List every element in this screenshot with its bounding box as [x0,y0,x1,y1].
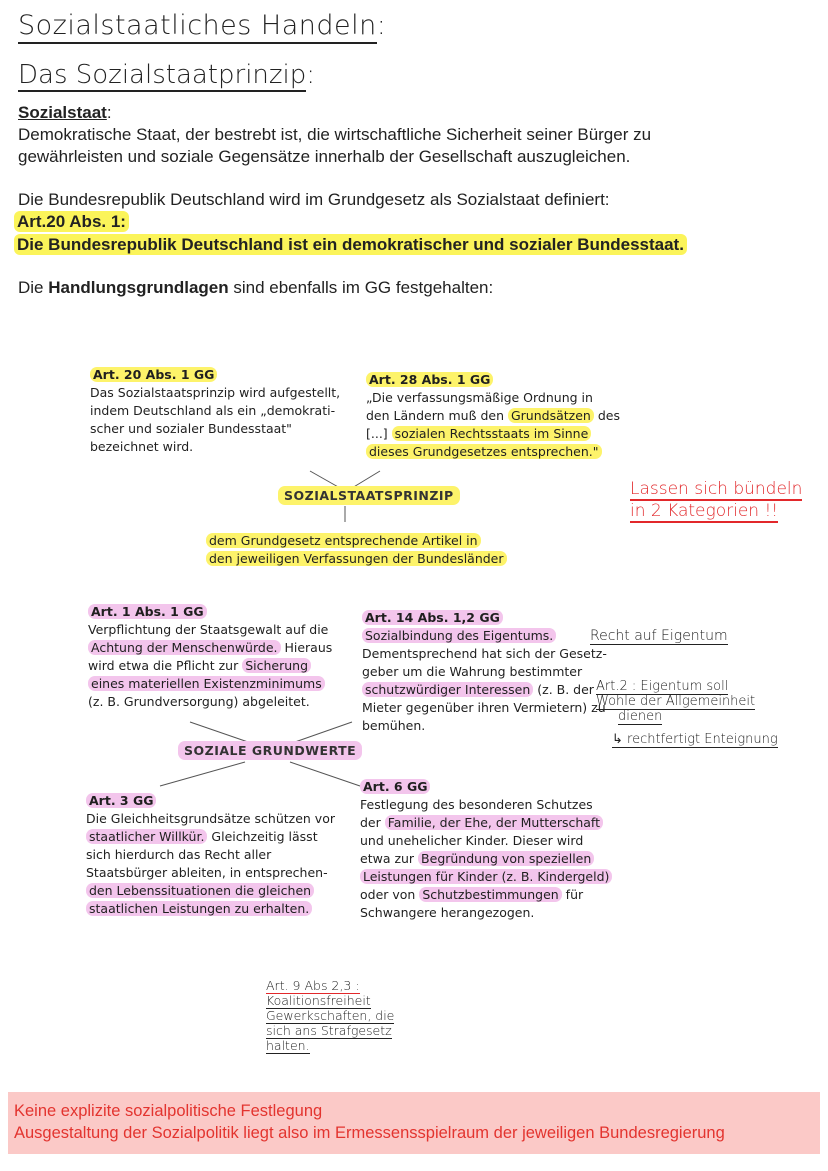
highlight: Leistungen für Kinder (z. B. Kindergeld) [360,869,612,884]
note-art2 [596,679,755,724]
conclusion-line-1: Keine explizite sozialpolitische Festlegung [14,1102,323,1120]
title-text: Sozialstaatliches Handeln [18,10,377,44]
art1-line [88,639,332,657]
art1-line [88,657,332,675]
handlung-post: sind ebenfalls im GG festgehalten: [228,278,494,297]
quote-highlight: Die Bundesrepublik Deutschland ist ein demokratischer und sozialer Bundesstaat. [14,234,687,255]
text-part: oder von [360,887,420,902]
label-text: SOZIALSTAATSPRINZIP [278,486,460,505]
laender-box [206,532,507,568]
text-part: für [561,887,584,902]
subtitle-text: Das Sozialstaatprinzip [18,60,307,90]
note-text: halten. [266,1038,310,1053]
art1-box [88,603,332,711]
art20-box [90,366,340,456]
text-part: des [593,408,620,423]
art3-line: Die Gleichheitsgrundsätze schützen vor [86,811,335,826]
art6-line: Festlegung des besonderen Schutzes [360,797,593,812]
note-text: Recht auf Eigentum [590,628,728,644]
handlung-bold: Handlungsgrundlagen [48,278,229,297]
highlight: Sicherung [242,658,311,673]
art20-head: Art. 20 Abs. 1 GG [90,367,217,382]
highlight: dem Grundgesetz entsprechende Artikel in [206,533,481,548]
conclusion-box [8,1092,820,1154]
art28-line [366,443,620,461]
note-text: Art. 9 Abs 2,3 : [266,978,360,993]
text-part: wird etwa die Pflicht zur [88,658,243,673]
note-text: Koalitionsfreiheit [266,993,371,1008]
art3-line [86,828,335,846]
art20-line: Das Sozialstaatsprinzip wird aufgestellt, [90,385,341,400]
highlight: staatlichen Leistungen zu erhalten. [86,901,312,916]
art6-line [360,850,612,868]
highlight: Familie, der Ehe, der Mutterschaft [385,815,603,830]
highlight: staatlicher Willkür. [86,829,207,844]
art1-line: (z. B. Grundversorgung) abgeleitet. [88,694,310,709]
handlung-pre: Die [18,278,49,297]
art28-box [366,371,620,461]
art14-line: geber um die Wahrung bestimmter [362,664,583,679]
art28-head: Art. 28 Abs. 1 GG [366,372,493,387]
art1-line: Verpflichtung der Staatsgewalt auf die [88,622,329,637]
note-text: Wohle der Allgemeinheit [596,694,756,709]
note-text: dienen [618,709,663,724]
red-note-line: Lassen sich bündeln [630,479,803,499]
note-art9 [266,978,394,1053]
definition-line-2: gewährleisten und soziale Gegensätze innerhalb der Gesellschaft auszugleichen. [18,147,631,166]
art20-line: indem Deutschland als ein „demokrati- [90,403,336,418]
art28-line [366,425,620,443]
grundgesetz-intro: Die Bundesrepublik Deutschland wird im Grundgesetz als Sozialstaat definiert: [18,190,610,209]
art6-head: Art. 6 GG [360,779,430,794]
note-recht-eigentum [590,628,728,644]
definition-colon: : [106,103,112,122]
art6-line [360,814,612,832]
art14-line: Dementsprechend hat sich der Gesetz- [362,646,607,661]
art28-line: „Die verfassungsmäßige Ordnung in [366,390,593,405]
text-part: der [360,815,385,830]
note-text: Gewerkschaften, die [266,1008,395,1023]
art6-line [360,886,612,904]
sozialstaatsprinzip-label [278,488,460,503]
note-text: sich ans Strafgesetz [266,1023,392,1038]
highlight: den Lebenssituationen die gleichen [86,883,314,898]
text-part: Gleichzeitig lässt [207,829,318,844]
note-enteignung [612,732,778,747]
red-note [630,478,802,522]
text-part: [...] [366,426,392,441]
art14-line: Mieter gegenüber ihren Vermietern) zu [362,700,606,715]
art3-head: Art. 3 GG [86,793,156,808]
highlight: Achtung der Menschenwürde. [88,640,281,655]
art3-line: sich hierdurch das Recht aller [86,847,272,862]
art6-box [360,778,612,922]
article-highlight: Art.20 Abs. 1: [14,211,129,232]
label-text: SOZIALE GRUNDWERTE [178,741,362,760]
art14-head: Art. 14 Abs. 1,2 GG [362,610,503,625]
highlight: Begründung von speziellen [418,851,594,866]
highlight: den jeweiligen Verfassungen der Bundesländer [206,551,507,566]
art20-line: bezeichnet wird. [90,439,194,454]
text-part: etwa zur [360,851,419,866]
highlight: sozialen Rechtsstaats im Sinne [392,426,592,441]
soziale-grundwerte-label [178,743,362,758]
text-part: (z. B. der [533,682,594,697]
art3-line: Staatsbürger ableiten, in entsprechen- [86,865,328,880]
highlight: Grundsätzen [508,408,594,423]
note-text: Art.2 : Eigentum soll [596,679,729,694]
highlight: schutzwürdiger Interessen [362,682,533,697]
text-part: Hieraus [280,640,333,655]
art6-line: und unehelicher Kinder. Dieser wird [360,833,584,848]
art28-line [366,407,620,425]
highlight: eines materiellen Existenzminimums [88,676,325,691]
art14-line: bemühen. [362,718,426,733]
text-part: den Ländern muß den [366,408,508,423]
art1-head: Art. 1 Abs. 1 GG [88,604,207,619]
conclusion-line-2: Ausgestaltung der Sozialpolitik liegt also im Ermessensspielraum der jeweiligen Bundesregierung [14,1124,725,1142]
definition-line-1: Demokratische Staat, der bestrebt ist, die wirtschaftliche Sicherheit seiner Bürger zu [18,125,652,144]
title-colon: : [376,10,387,41]
red-note-line: in 2 Kategorien !! [630,501,779,521]
art6-line: Schwangere herangezogen. [360,905,535,920]
subtitle-colon: : [306,60,316,90]
art14-box [362,609,607,735]
note-text: ↳ rechtfertigt Enteignung [612,732,778,747]
highlight: dieses Grundgesetzes entsprechen." [366,444,602,459]
art20-line: scher und sozialer Bundesstaat" [90,421,292,436]
art14-line [362,681,607,699]
definition-term: Sozialstaat [18,103,107,122]
art3-box [86,792,335,918]
highlight: Schutzbestimmungen [419,887,561,902]
highlight: Sozialbindung des Eigentums. [362,628,556,643]
